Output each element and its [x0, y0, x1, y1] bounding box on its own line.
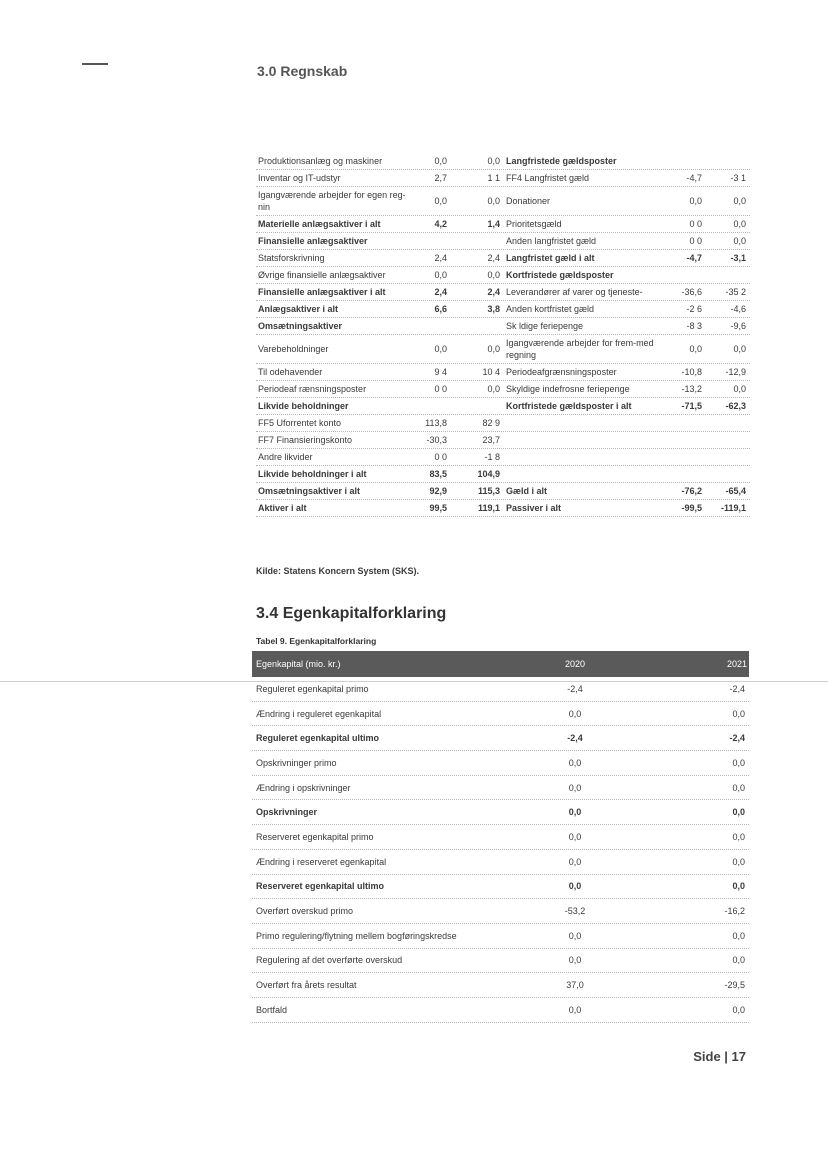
- value-2020: 0,0: [568, 757, 582, 768]
- balance-row: [256, 483, 750, 500]
- balance-left-cell-group: [256, 318, 504, 334]
- liability-value-2020: -8 3: [686, 321, 702, 331]
- balance-row: [256, 500, 750, 517]
- balance-right-cell-group: [504, 233, 750, 249]
- asset-label: Finansielle anlægsaktiver: [258, 236, 368, 246]
- asset-label: FF7 Finansieringskonto: [258, 435, 353, 445]
- liability-value-2020: -36,6: [681, 287, 702, 297]
- value-2021: -2,4: [729, 733, 745, 744]
- value-2020: 0,0: [568, 831, 582, 842]
- balance-right-cell-group: [504, 500, 750, 516]
- asset-value-2021: 0,0: [487, 156, 500, 166]
- value-2020: 37,0: [566, 980, 584, 991]
- row-label: Reguleret egenkapital ultimo: [256, 733, 380, 744]
- balance-row: [256, 318, 750, 335]
- balance-left-cell-group: [256, 432, 504, 448]
- liability-label: Periodeafgrænsningsposter: [506, 367, 617, 377]
- liability-value-2021: 0,0: [733, 384, 746, 394]
- liability-label: Leverandører af varer og tjeneste-: [506, 287, 643, 297]
- balance-right-cell-group: [504, 398, 750, 414]
- liability-value-2020: 0 0: [689, 236, 702, 246]
- asset-value-2021: 0,0: [487, 270, 500, 280]
- asset-value-2021: 0,0: [487, 384, 500, 394]
- liability-value-2020: -13,2: [681, 384, 702, 394]
- asset-value-2020: -30,3: [426, 435, 447, 445]
- balance-row: [256, 170, 750, 187]
- liability-label: Donationer: [506, 196, 551, 206]
- asset-label: Likvide beholdninger i alt: [258, 469, 367, 479]
- liability-value-2021: -3 1: [730, 173, 746, 183]
- balance-right-cell-group: [504, 153, 750, 169]
- liability-value-2021: 0,0: [733, 196, 746, 206]
- balance-left-cell-group: [256, 233, 504, 249]
- asset-label: Øvrige finansielle anlægsaktiver: [258, 270, 386, 280]
- value-2020: 0,0: [568, 782, 582, 793]
- value-2020: -2,4: [567, 683, 583, 694]
- table-row: [252, 875, 749, 900]
- asset-label: Varebeholdninger: [258, 344, 329, 354]
- liability-label: Gæld i alt: [506, 486, 548, 496]
- liability-label: Sk ldige feriepenge: [506, 321, 584, 331]
- balance-row: [256, 267, 750, 284]
- equity-table-body: [252, 677, 749, 1023]
- value-2020: 0,0: [568, 955, 582, 966]
- section-title: 3.4 Egenkapitalforklaring: [256, 605, 447, 622]
- table-row: [252, 949, 749, 974]
- balance-right-cell-group: [504, 449, 750, 465]
- value-2021: 0,0: [732, 881, 745, 892]
- value-2021: 0,0: [732, 1004, 745, 1015]
- table-row: [252, 677, 749, 702]
- liability-value-2021: 0,0: [733, 219, 746, 229]
- asset-value-2020: 0,0: [434, 196, 447, 206]
- value-2021: 0,0: [732, 930, 745, 941]
- asset-value-2020: 0 0: [434, 452, 447, 462]
- asset-label: Til odehavender: [258, 367, 323, 377]
- balance-right-cell-group: [504, 170, 750, 186]
- value-2020: 0,0: [568, 1004, 582, 1015]
- value-2020: 0,0: [568, 881, 582, 892]
- balance-right-cell-group: [504, 466, 750, 482]
- row-label: Opskrivninger primo: [256, 757, 337, 768]
- liability-label: Igangværende arbejder for frem-med regning: [506, 338, 654, 360]
- balance-left-cell-group: [256, 170, 504, 186]
- asset-value-2021: 82 9: [482, 418, 500, 428]
- row-label: Reserveret egenkapital primo: [256, 831, 374, 842]
- liability-label: Langfristede gældsposter: [506, 156, 617, 166]
- table-row: [252, 702, 749, 727]
- value-2021: -16,2: [724, 906, 745, 917]
- asset-label: Igangværende arbejder for egen reg-nin: [258, 190, 406, 212]
- balance-row: [256, 335, 750, 364]
- liability-label: FF4 Langfristet gæld: [506, 173, 590, 183]
- asset-label: Aktiver i alt: [258, 503, 307, 513]
- asset-label: Inventar og IT-udstyr: [258, 173, 341, 183]
- liability-value-2021: -4,6: [730, 304, 746, 314]
- value-2021: -2,4: [729, 683, 745, 694]
- balance-row: [256, 216, 750, 233]
- balance-left-cell-group: [256, 415, 504, 431]
- asset-value-2020: 0 0: [434, 384, 447, 394]
- liability-label: [504, 472, 672, 476]
- balance-row: [256, 364, 750, 381]
- asset-value-2020: 2,7: [434, 173, 447, 183]
- asset-label: Omsætningsaktiver: [258, 321, 343, 331]
- table-row: [252, 924, 749, 949]
- balance-left-cell-group: [256, 449, 504, 465]
- value-2021: 0,0: [732, 782, 745, 793]
- asset-value-2021: 115,3: [477, 486, 500, 496]
- value-2021: -29,5: [724, 980, 745, 991]
- balance-row: [256, 398, 750, 415]
- value-2021: 0,0: [732, 955, 745, 966]
- liability-label: Anden langfristet gæld: [506, 236, 597, 246]
- balance-row: [256, 233, 750, 250]
- asset-value-2020: 83,5: [429, 469, 447, 479]
- balance-row: [256, 250, 750, 267]
- asset-value-2020: 2,4: [434, 287, 447, 297]
- row-label: Bortfald: [256, 1004, 288, 1015]
- value-2020: 0,0: [568, 930, 582, 941]
- balance-right-cell-group: [504, 267, 750, 283]
- liability-label: Kortfristede gældsposter i alt: [506, 401, 632, 411]
- balance-left-cell-group: [256, 216, 504, 232]
- value-2021: 0,0: [732, 807, 745, 818]
- balance-left-cell-group: [256, 267, 504, 283]
- asset-value-2021: -1 8: [484, 452, 500, 462]
- asset-value-2021: 3,8: [487, 304, 500, 314]
- balance-right-cell-group: [504, 187, 750, 215]
- liability-value-2020: -2 6: [686, 304, 702, 314]
- balance-right-cell-group: [504, 250, 750, 266]
- table-row: [252, 825, 749, 850]
- page-number: Side | 17: [693, 1049, 746, 1064]
- balance-left-cell-group: [256, 301, 504, 317]
- liability-value-2020: -10,8: [681, 367, 702, 377]
- liability-value-2021: -12,9: [725, 367, 746, 377]
- balance-left-cell-group: [256, 381, 504, 397]
- asset-value-2020: 2,4: [434, 253, 447, 263]
- row-label: Overført fra årets resultat: [256, 980, 357, 991]
- liability-value-2020: 0,0: [689, 196, 702, 206]
- liability-value-2020: -4,7: [686, 253, 702, 263]
- balance-right-cell-group: [504, 364, 750, 380]
- table-row: [252, 973, 749, 998]
- liability-value-2021: 0,0: [733, 236, 746, 246]
- liability-label: Skyldige indefrosne feriepenge: [506, 384, 630, 394]
- equity-table: [252, 651, 749, 1023]
- liability-value-2020: -4,7: [686, 173, 702, 183]
- balance-left-cell-group: [256, 500, 504, 516]
- liability-label: [504, 455, 672, 459]
- row-label: Opskrivninger: [256, 807, 318, 818]
- table-row: [252, 751, 749, 776]
- value-2021: 0,0: [732, 708, 745, 719]
- row-label: Regulering af det overførte overskud: [256, 955, 403, 966]
- liability-value-2021: -9,6: [730, 321, 746, 331]
- balance-left-cell-group: [256, 187, 504, 215]
- balance-left-cell-group: [256, 398, 504, 414]
- row-label: Primo regulering/flytning mellem bogføringskredse: [256, 930, 457, 941]
- table-row: [252, 998, 749, 1023]
- balance-right-cell-group: [504, 335, 750, 363]
- asset-label: Finansielle anlægsaktiver i alt: [258, 287, 386, 297]
- balance-table: [256, 153, 750, 517]
- asset-label: Produktionsanlæg og maskiner: [258, 156, 383, 166]
- asset-value-2021: 23,7: [482, 435, 500, 445]
- asset-value-2020: 6,6: [434, 304, 447, 314]
- value-2020: 0,0: [568, 708, 582, 719]
- asset-value-2021: 0,0: [487, 196, 500, 206]
- table-row: [252, 776, 749, 801]
- equity-table-header: [252, 651, 749, 677]
- header-2021: 2021: [726, 659, 747, 669]
- balance-right-cell-group: [504, 284, 750, 300]
- liability-value-2020: -76,2: [681, 486, 702, 496]
- liability-value-2020: 0,0: [689, 344, 702, 354]
- liability-value-2021: -119,1: [720, 503, 746, 513]
- asset-label: Andre likvider: [258, 452, 313, 462]
- asset-label: Likvide beholdninger: [258, 401, 349, 411]
- liability-value-2021: -35 2: [725, 287, 746, 297]
- asset-value-2020: 4,2: [434, 219, 447, 229]
- balance-row: [256, 449, 750, 466]
- row-label: Reguleret egenkapital primo: [256, 683, 369, 694]
- balance-row: [256, 466, 750, 483]
- balance-row: [256, 381, 750, 398]
- asset-label: Omsætningsaktiver i alt: [258, 486, 361, 496]
- asset-value-2020: 0,0: [434, 156, 447, 166]
- balance-left-cell-group: [256, 153, 504, 169]
- asset-value-2020: 0,0: [434, 344, 447, 354]
- value-2020: -2,4: [567, 733, 583, 744]
- balance-row: [256, 415, 750, 432]
- asset-label: Materielle anlægsaktiver i alt: [258, 219, 381, 229]
- balance-left-cell-group: [256, 284, 504, 300]
- liability-value-2021: -3,1: [730, 253, 746, 263]
- asset-value-2021: 104,9: [477, 469, 500, 479]
- liability-value-2020: 0 0: [689, 219, 702, 229]
- asset-value-2021: 2,4: [487, 253, 500, 263]
- balance-right-cell-group: [504, 415, 750, 431]
- balance-left-cell-group: [256, 250, 504, 266]
- row-label: Ændring i reserveret egenkapital: [256, 856, 387, 867]
- value-2020: -53,2: [564, 906, 586, 917]
- row-label: Ændring i opskrivninger: [256, 782, 351, 793]
- asset-value-2021: 119,1: [477, 503, 500, 513]
- asset-value-2020: 113,8: [425, 418, 447, 428]
- asset-value-2020: 0,0: [434, 270, 447, 280]
- table-caption: Tabel 9. Egenkapitalforklaring: [256, 636, 377, 646]
- row-label: Overført overskud primo: [256, 906, 354, 917]
- balance-left-cell-group: [256, 335, 504, 363]
- balance-source-note: Kilde: Statens Koncern System (SKS).: [256, 566, 420, 576]
- balance-right-cell-group: [504, 318, 750, 334]
- asset-value-2021: 10 4: [482, 367, 500, 377]
- row-label: Ændring i reguleret egenkapital: [256, 708, 382, 719]
- asset-value-2020: 99,5: [429, 503, 447, 513]
- header-label: Egenkapital (mio. kr.): [256, 659, 341, 669]
- table-row: [252, 899, 749, 924]
- asset-value-2021: 2,4: [487, 287, 500, 297]
- liability-value-2021: 0,0: [733, 344, 746, 354]
- row-label: Reserveret egenkapital ultimo: [256, 881, 385, 892]
- value-2021: 0,0: [732, 856, 745, 867]
- asset-value-2020: 92,9: [429, 486, 447, 496]
- asset-value-2021: 1 1: [487, 173, 500, 183]
- asset-label: Statsforskrivning: [258, 253, 325, 263]
- liability-label: [504, 421, 672, 425]
- asset-value-2021: 1,4: [487, 219, 500, 229]
- table-row: [252, 800, 749, 825]
- liability-label: Kortfristede gældsposter: [506, 270, 614, 280]
- asset-label: FF5 Uforrentet konto: [258, 418, 342, 428]
- balance-row: [256, 432, 750, 449]
- liability-label: Langfristet gæld i alt: [506, 253, 595, 263]
- balance-right-cell-group: [504, 483, 750, 499]
- liability-label: Anden kortfristet gæld: [506, 304, 595, 314]
- balance-row: [256, 284, 750, 301]
- liability-value-2021: -62,3: [725, 401, 746, 411]
- asset-label: Periodeaf rænsningsposter: [258, 384, 367, 394]
- value-2021: 0,0: [732, 757, 745, 768]
- balance-right-cell-group: [504, 301, 750, 317]
- balance-row: [256, 301, 750, 318]
- liability-value-2020: -71,5: [681, 401, 702, 411]
- header-2020: 2020: [564, 659, 586, 669]
- liability-value-2021: -65,4: [725, 486, 746, 496]
- balance-left-cell-group: [256, 364, 504, 380]
- balance-right-cell-group: [504, 216, 750, 232]
- liability-value-2020: -99,5: [681, 503, 702, 513]
- value-2020: 0,0: [568, 807, 582, 818]
- balance-left-cell-group: [256, 466, 504, 482]
- value-2020: 0,0: [568, 856, 582, 867]
- balance-row: [256, 187, 750, 216]
- asset-value-2020: 9 4: [434, 367, 447, 377]
- balance-right-cell-group: [504, 381, 750, 397]
- balance-right-cell-group: [504, 432, 750, 448]
- asset-label: Anlægsaktiver i alt: [258, 304, 339, 314]
- balance-row: [256, 153, 750, 170]
- table-row: [252, 850, 749, 875]
- asset-value-2021: 0,0: [487, 344, 500, 354]
- liability-label: Passiver i alt: [506, 503, 562, 513]
- page-header-title: 3.0 Regnskab: [257, 63, 348, 79]
- table-row: [252, 726, 749, 751]
- value-2021: 0,0: [732, 831, 745, 842]
- balance-left-cell-group: [256, 483, 504, 499]
- header-dash: [82, 63, 108, 65]
- liability-label: Prioritetsgæld: [506, 219, 562, 229]
- liability-label: [504, 438, 672, 442]
